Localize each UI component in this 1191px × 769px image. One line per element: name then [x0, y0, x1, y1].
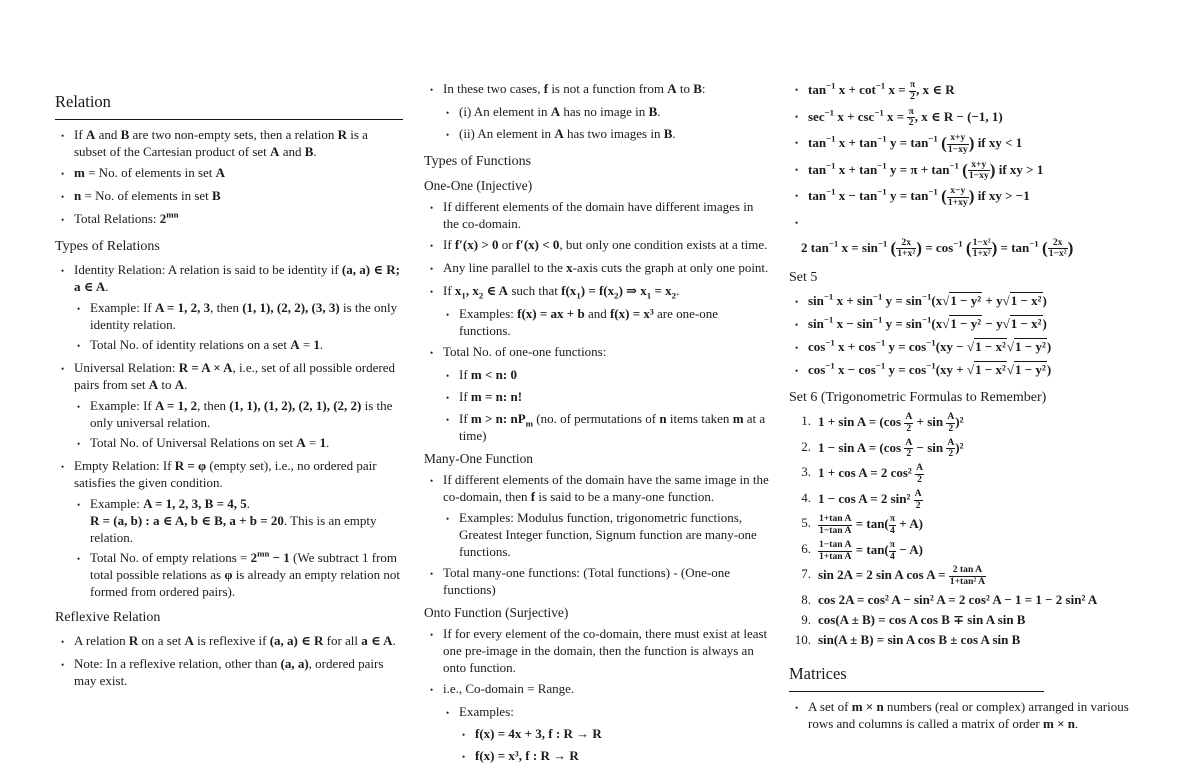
- section-heading-matrices: Matrices: [789, 664, 1044, 692]
- sub-bullet-item: [77, 549, 403, 600]
- list-item-text: sin(A ± B) = sin A cos B ± cos A sin B: [818, 631, 1021, 647]
- bullet-marker: •: [77, 500, 81, 510]
- list-number: 6.: [801, 540, 811, 556]
- bullet-item: [430, 343, 772, 362]
- bullet-marker: •: [446, 393, 450, 403]
- bullet-text: m = No. of elements in set A: [74, 165, 226, 180]
- bullet-marker: •: [446, 708, 450, 718]
- bullet-text: A relation R on a set A is reflexive if (a, a) ∈ R for all a ∈ A.: [74, 633, 396, 648]
- sub-sub-bullet-item: [462, 725, 772, 744]
- bullet-item: [795, 338, 1137, 357]
- bullet-marker: •: [462, 730, 466, 740]
- list-item-text: sin 2A = 2 sin A cos A = $\frac{\text{2 tan A}}{\text{1+tan² A}}$: [818, 564, 986, 588]
- bullet-marker: •: [430, 264, 434, 274]
- section-heading-relation: Relation: [55, 92, 403, 120]
- bullet-marker: •: [77, 341, 81, 351]
- subheading-types-of-relations: Types of Relations: [55, 239, 160, 254]
- bullet-text: [808, 213, 1137, 232]
- bullet-marker: •: [430, 630, 434, 640]
- bullet-marker: •: [61, 215, 65, 225]
- list-number: 9.: [801, 611, 811, 627]
- bullet-marker: •: [795, 702, 799, 713]
- bullet-marker: •: [795, 138, 799, 149]
- bullet-text: Total No. of empty relations = $2^{mn} - 1$ (We subtract 1 from total possible relations as φ is already an empty relation not formed from ordered pairs).: [90, 548, 400, 599]
- bullet-item: [61, 261, 403, 295]
- sub-bullet-item: [77, 299, 403, 333]
- bullet-text: $\tan^{-1} x + \cot^{-1} x$ = $\frac{\pi}{2}$ , x ∈ R: [808, 80, 955, 102]
- numbered-item: [791, 514, 1137, 537]
- sub-bullet-item: [77, 336, 403, 355]
- numbered-item: [791, 412, 1137, 435]
- bullet-marker: •: [446, 130, 450, 140]
- bullet-text: If A and B are two non-empty sets, then a relation R is a subset of the Cartesian product of set A and B.: [74, 127, 368, 159]
- numbered-item: [791, 631, 1137, 648]
- list-item-text: 1 + cos A = 2 cos² $\frac{A}{2}$: [818, 462, 924, 486]
- bullet-text: If m > n: $nP_m$ (no. of permutations of n items taken m at a time): [459, 411, 766, 443]
- bullet-text: Any line parallel to the x-axis cuts the graph at only one point.: [443, 260, 769, 275]
- bullet-item: [795, 160, 1137, 183]
- bullet-text: f(x) = 4x + 3, f : R → R: [475, 726, 602, 741]
- bullet-item: [61, 126, 403, 160]
- bullet-text: Total Relations: $2^{mn}$: [74, 209, 179, 226]
- bullet-text: Note: In a reflexive relation, other than (a, a), ordered pairs may exist.: [74, 656, 384, 688]
- subheading-set-5: Set 5: [789, 270, 818, 286]
- bullet-item: [795, 698, 1137, 732]
- bullet-text: If m = n: n!: [459, 389, 523, 404]
- bullet-marker: •: [795, 85, 799, 95]
- notes-column-1: [55, 76, 403, 693]
- numbered-item: [791, 463, 1137, 486]
- subheading-set-6: Set 6 (Trigonometric Formulas to Remember): [789, 390, 1047, 406]
- bullet-text: A set of m × n numbers (real or complex) arranged in various rows and columns is called a matrix of order m × n.: [808, 698, 1129, 731]
- bullet-text: Examples:: [459, 704, 514, 719]
- bullet-marker: •: [430, 287, 434, 297]
- list-item-text: 1 − cos A = 2 sin² $\frac{A}{2}$: [818, 487, 922, 511]
- bullet-item: [430, 471, 772, 505]
- numbered-item: [791, 540, 1137, 563]
- bullet-item: [430, 680, 772, 699]
- numbered-item: [791, 565, 1137, 588]
- bullet-marker: •: [462, 752, 466, 762]
- bullet-marker: •: [795, 320, 799, 331]
- bullet-marker: •: [430, 241, 434, 251]
- bullet-text: Example: If A = 1, 2, 3, then (1, 1), (2, 2), (3, 3) is the only identity relation.: [90, 300, 398, 332]
- bullet-text: $\tan^{-1} x - \tan^{-1} y = \tan^{-1}$ ( $\frac{x-y}{1+xy}$ ) if xy > −1: [808, 186, 1030, 208]
- bullet-text: If $x_1$, $x_2$ ∈ A such that $f(x_1) = f(x_2)$ ⇒ $x_1 = x_2$.: [443, 283, 680, 301]
- list-number: 8.: [801, 591, 811, 607]
- bullet-marker: •: [77, 439, 81, 449]
- list-number: 1.: [801, 413, 811, 429]
- bullet-text: i.e., Co-domain = Range.: [443, 681, 575, 696]
- bullet-item: [430, 80, 772, 99]
- list-number: 10.: [794, 631, 811, 647]
- sub-bullet-item: [446, 305, 772, 339]
- bullet-marker: •: [446, 415, 450, 425]
- bullet-item: [795, 361, 1137, 380]
- bullet-item: [430, 282, 772, 301]
- numbered-item: [791, 591, 1137, 608]
- bullet-text: If different elements of the domain have different images in the co-domain.: [443, 199, 754, 231]
- bullet-marker: •: [77, 554, 81, 564]
- bullet-marker: •: [61, 660, 65, 670]
- formula-2tan-inverse: 2 $\tan^{-1} x = \sin^{-1}$ ( $\frac{2x}{\text{1+x²}}$ ) = $\cos^{-1}$ ( $\frac{\text{1−x²}}{\text{1+x²}}$ ) = $\tan^{-1}$ ( $\frac{2x}{\text{1−x²}}$ ): [801, 237, 1074, 260]
- bullet-text: $\sin^{-1} x + \sin^{-1} y = \sin^{-1}(x√1 - y^2 + y√1 - x^2)$: [808, 292, 1047, 309]
- bullet-text: In these two cases, f is not a function from A to B:: [443, 81, 706, 96]
- bullet-marker: •: [795, 217, 799, 228]
- list-number: 5.: [801, 515, 811, 531]
- bullet-marker: •: [430, 203, 434, 213]
- bullet-marker: •: [61, 169, 65, 179]
- bullet-text: If f′(x) > 0 or f′(x) < 0, but only one condition exists at a time.: [443, 237, 768, 252]
- bullet-item: [795, 213, 1137, 232]
- bullet-marker: •: [61, 192, 65, 202]
- bullet-text: Example: If A = 1, 2, then (1, 1), (1, 2), (2, 1), (2, 2) is the only universal relation.: [90, 398, 393, 430]
- bullet-text: If m < n: 0: [459, 367, 517, 382]
- bullet-text: If different elements of the domain have the same image in the co-domain, then f is said to be a many-one function.: [443, 472, 769, 504]
- subheading-reflexive-relation: Reflexive Relation: [55, 610, 161, 625]
- bullet-marker: •: [795, 343, 799, 354]
- bullet-item: [795, 292, 1137, 311]
- sub-bullet-item: [446, 509, 772, 560]
- bullet-marker: •: [795, 111, 799, 122]
- bullet-item: [61, 210, 403, 229]
- bullet-text: Empty Relation: If R = φ (empty set), i.e., no ordered pair satisfies the given condition.: [74, 458, 377, 490]
- bullet-text: f(x) = x³, f : R → R: [475, 748, 579, 763]
- list-number: 3.: [801, 464, 811, 480]
- bullet-text: n = No. of elements in set B: [74, 188, 221, 203]
- bullet-item: [795, 80, 1137, 103]
- bullet-marker: •: [430, 348, 434, 358]
- list-item-text: cos(A ± B) = cos A cos B ∓ sin A sin B: [818, 611, 1026, 627]
- bullet-text: Universal Relation: R = A × A, i.e., set of all possible ordered pairs from set A to A.: [74, 360, 395, 392]
- bullet-text: $\cos^{-1} x + \cos^{-1} y = \cos^{-1}(xy - √1 - x^2√1 - y^2)$: [808, 338, 1052, 355]
- sub-bullet-item: [446, 125, 772, 144]
- bullet-marker: •: [430, 476, 434, 486]
- bullet-marker: •: [446, 310, 450, 320]
- bullet-marker: •: [61, 462, 65, 472]
- bullet-marker: •: [795, 164, 799, 175]
- bullet-item: [430, 198, 772, 232]
- bullet-marker: •: [430, 85, 434, 95]
- bullet-text: Examples: Modulus function, trigonometric functions, Greatest Integer function, Signum function are many-one functions.: [459, 510, 757, 559]
- bullet-marker: •: [446, 108, 450, 118]
- bullet-item: [430, 236, 772, 255]
- numbered-item: [791, 611, 1137, 628]
- bullet-item: [430, 625, 772, 676]
- bullet-text: If for every element of the co-domain, there must exist at least one pre-image in the domain, then the function is always an onto function.: [443, 626, 768, 675]
- bullet-marker: •: [77, 402, 81, 412]
- sub-bullet-item: [77, 397, 403, 431]
- bullet-marker: •: [430, 569, 434, 579]
- list-item-text: cos 2A = cos² A − sin² A = 2 cos² A − 1 = 1 − 2 sin² A: [818, 591, 1098, 607]
- list-number: 4.: [801, 489, 811, 505]
- bullet-item: [430, 259, 772, 278]
- sub-sub-bullet-item: [462, 747, 772, 766]
- bullet-text: Total No. of one-one functions:: [443, 344, 607, 359]
- bullet-text: $\sec^{-1} x + \csc^{-1} x$ = $\frac{\pi}{2}$ , x ∈ R − (−1, 1): [808, 106, 1003, 129]
- bullet-text: Examples: f(x) = ax + b and f(x) = x³ are one-one functions.: [459, 306, 719, 338]
- bullet-item: [61, 632, 403, 651]
- bullet-text: Example: A = 1, 2, 3, B = 4, 5. R = (a, b) : a ∈ A, b ∈ B, a + b = 20. This is an empty relation.: [90, 496, 377, 545]
- bullet-item: [61, 187, 403, 206]
- bullet-marker: •: [795, 191, 799, 202]
- bullet-item: [61, 164, 403, 183]
- bullet-text: (ii) An element in A has two images in B.: [459, 126, 676, 141]
- subheading-onto-function-surjective: Onto Function (Surjective): [424, 605, 569, 620]
- bullet-text: (i) An element in A has no image in B.: [459, 104, 661, 119]
- sub-bullet-item: [446, 410, 772, 444]
- list-number: 2.: [801, 438, 811, 454]
- bullet-text: $\tan^{-1} x + \tan^{-1} y = \tan^{-1}$ ( $\frac{x+y}{1-xy}$ ) if xy < 1: [808, 133, 1023, 155]
- list-item-text: $\frac{\text{1+tan A}}{\text{1−tan A}}$ = tan( $\frac{\pi}{4}$ + A): [819, 513, 923, 537]
- bullet-item: [61, 457, 403, 491]
- bullet-text: Total many-one functions: (Total functions) - (One-one functions): [443, 565, 730, 597]
- bullet-text: Total No. of identity relations on a set A = 1.: [90, 337, 324, 352]
- bullet-marker: •: [446, 371, 450, 381]
- bullet-marker: •: [61, 131, 65, 141]
- subheading-one-one-injective: One-One (Injective): [424, 178, 533, 193]
- bullet-marker: •: [61, 637, 65, 647]
- bullet-item: [795, 107, 1137, 130]
- subheading-types-of-functions: Types of Functions: [424, 154, 532, 169]
- bullet-text: $\cos^{-1} x - \cos^{-1} y = \cos^{-1}(xy + √1 - x^2√1 - y^2)$: [808, 361, 1052, 378]
- bullet-marker: •: [430, 685, 434, 695]
- bullet-item: [795, 315, 1137, 334]
- bullet-marker: •: [795, 297, 799, 308]
- numbered-item: [791, 489, 1137, 512]
- bullet-marker: •: [61, 364, 65, 374]
- bullet-text: $\tan^{-1} x + \tan^{-1} y = \pi + \tan^{-1}$ ( $\frac{x+y}{1-xy}$ ) if xy > 1: [808, 159, 1044, 182]
- bullet-item: [430, 564, 772, 598]
- sub-bullet-item: [446, 103, 772, 122]
- sub-bullet-item: [446, 366, 772, 385]
- bullet-marker: •: [77, 304, 81, 314]
- list-item-text: $\frac{\text{1−tan A}}{\text{1+tan A}}$ = tan( $\frac{\pi}{4}$ − A): [819, 538, 923, 562]
- sub-bullet-item: [446, 388, 772, 407]
- notes-column-2: [424, 76, 772, 769]
- bullet-marker: •: [61, 266, 65, 276]
- bullet-marker: •: [795, 366, 799, 377]
- sub-bullet-item: [446, 703, 772, 722]
- bullet-item: [61, 359, 403, 393]
- sub-bullet-item: [77, 495, 403, 546]
- numbered-item: [791, 438, 1137, 461]
- bullet-text: $\sin^{-1} x - \sin^{-1} y = \sin^{-1}(x√1 - y^2 - y√1 - x^2)$: [808, 315, 1047, 332]
- list-number: 7.: [801, 566, 811, 582]
- list-item-text: 1 − sin A = (cos $\frac{A}{2}$ − sin $\frac{A}{2}$ )²: [818, 436, 964, 460]
- notes-column-3: [789, 76, 1137, 736]
- bullet-marker: •: [446, 514, 450, 524]
- list-item-text: 1 + sin A = (cos $\frac{A}{2}$ + sin $\frac{A}{2}$ )²: [818, 411, 964, 434]
- bullet-item: [795, 133, 1137, 156]
- bullet-text: Total No. of Universal Relations on set A = 1.: [90, 435, 330, 450]
- sub-bullet-item: [77, 434, 403, 453]
- bullet-item: [61, 655, 403, 689]
- subheading-many-one-function: Many-One Function: [424, 451, 533, 466]
- bullet-item: [795, 186, 1137, 209]
- bullet-text: Identity Relation: A relation is said to be identity if (a, a) ∈ R; a ∈ A.: [74, 262, 400, 294]
